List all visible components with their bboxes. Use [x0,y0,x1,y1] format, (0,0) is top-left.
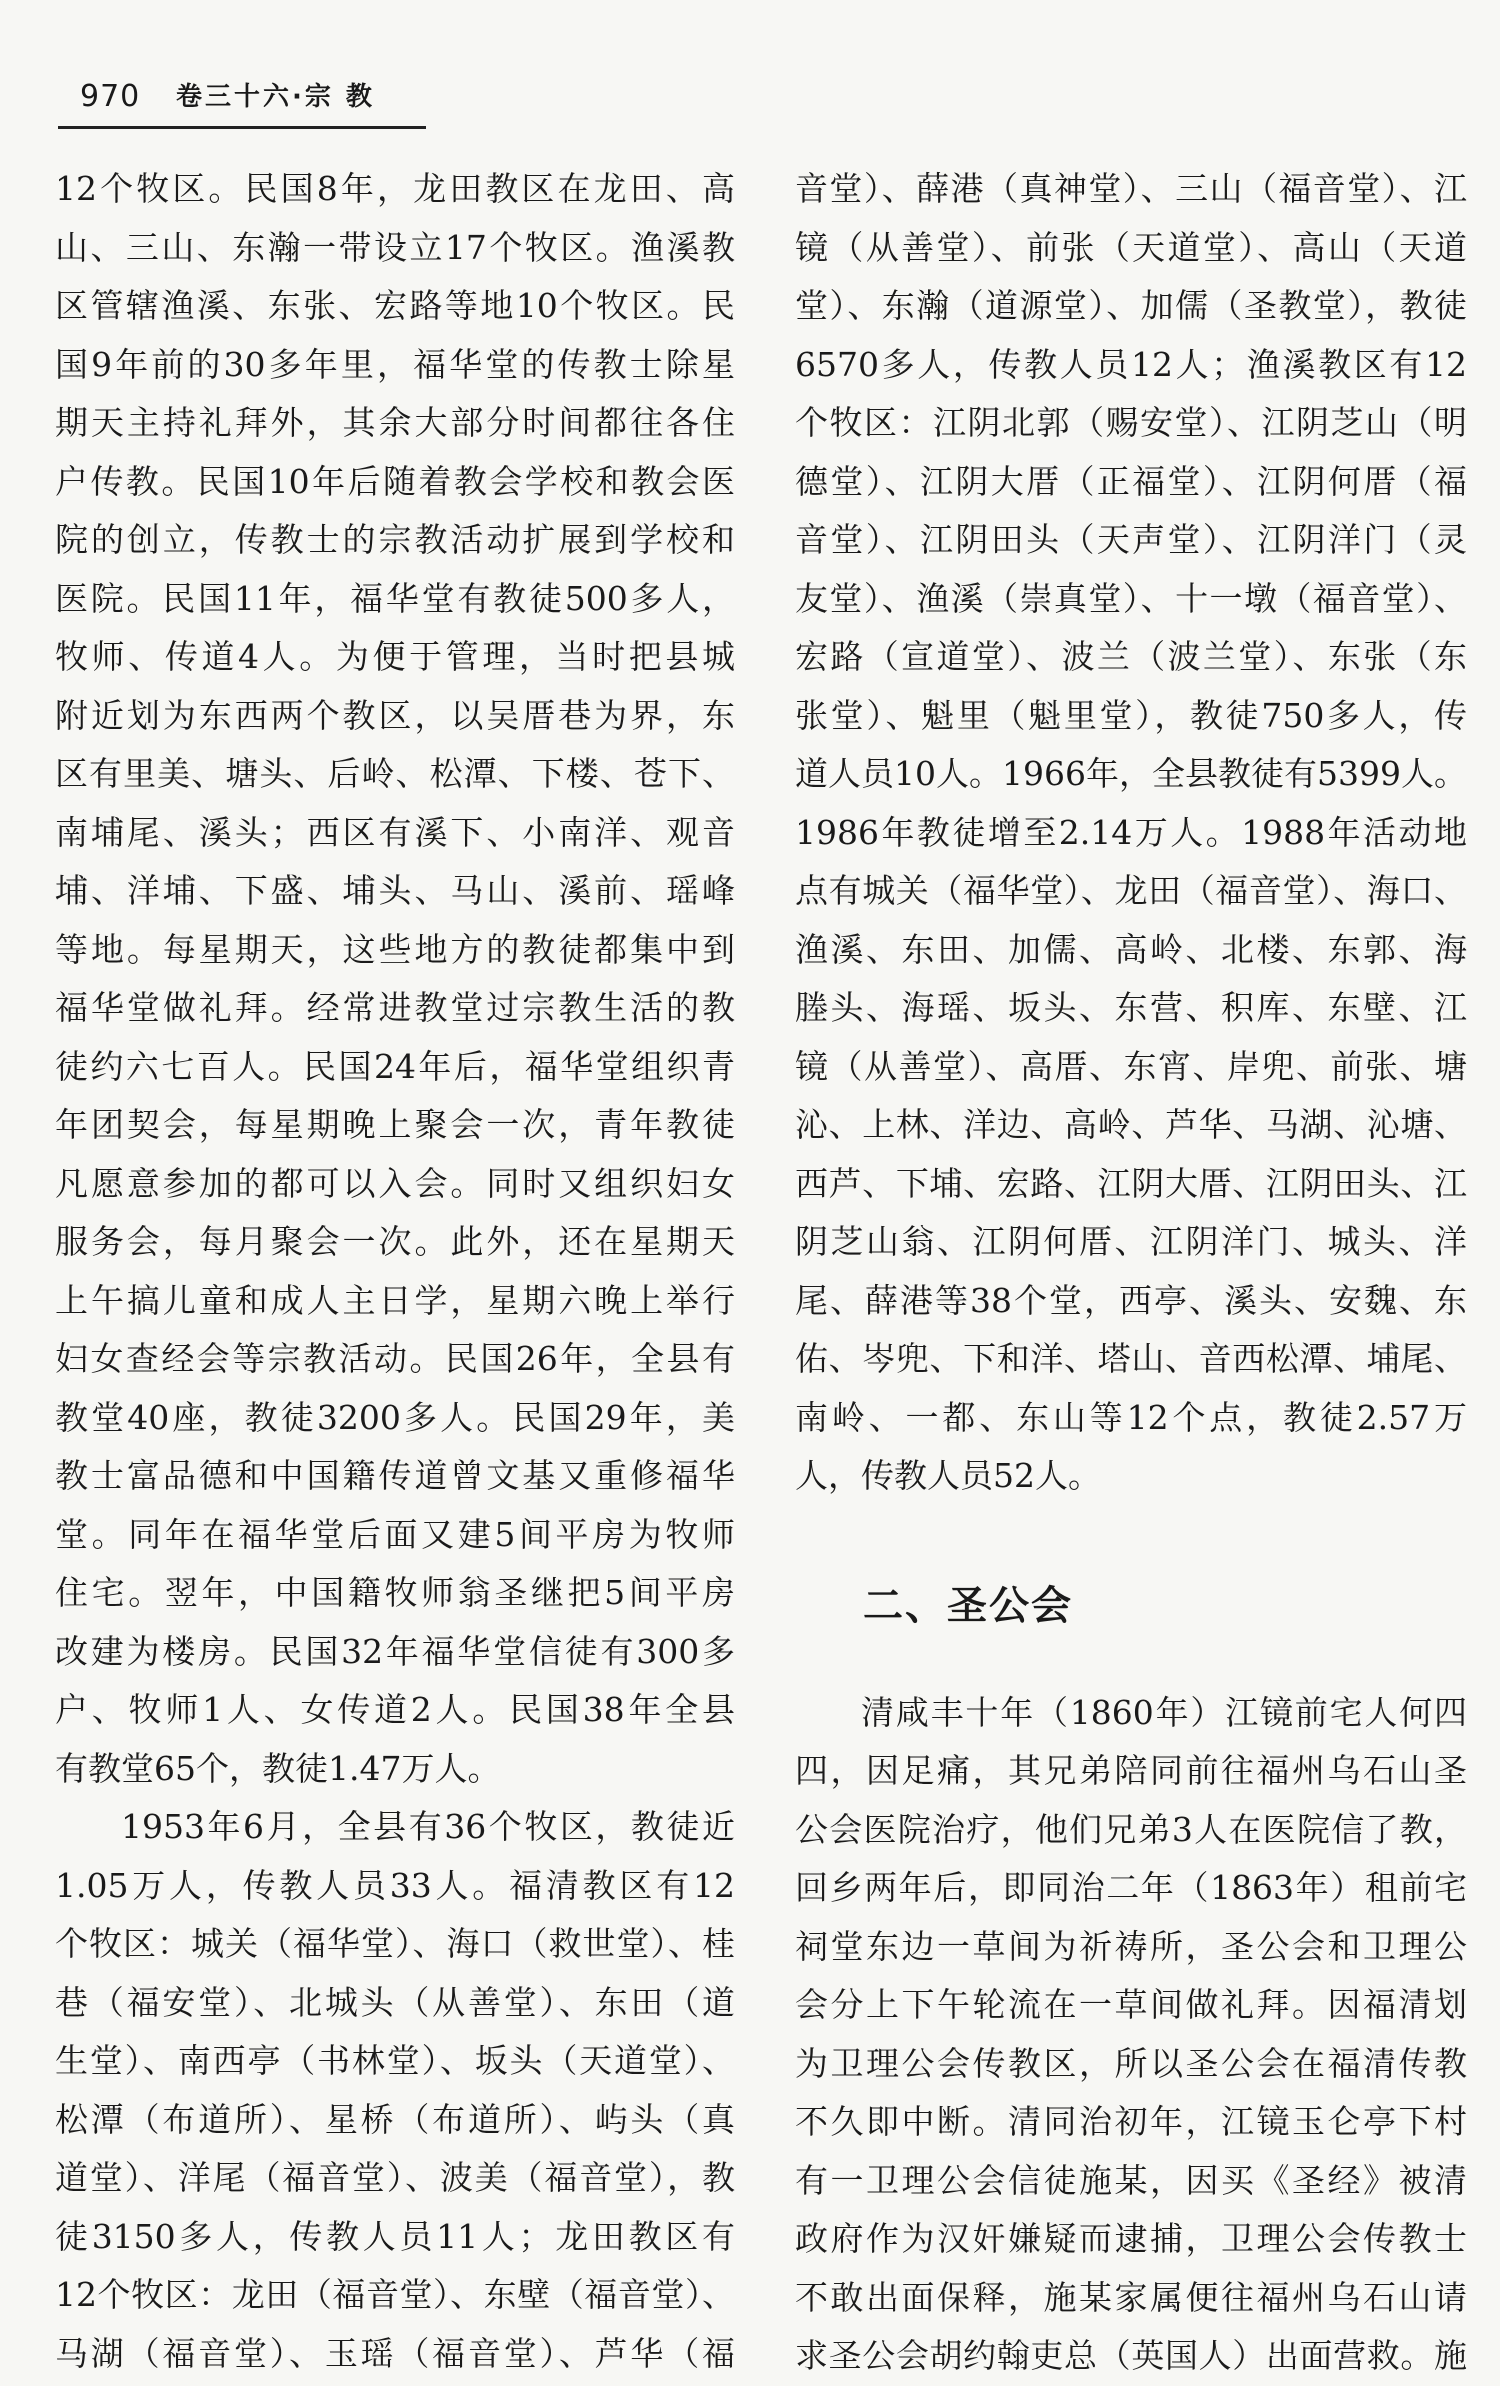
text-line: 会分上下午轮流在一草间做礼拜。因福清划 [795,1985,1467,2024]
text-line: 渔溪、东田、加儒、高岭、北楼、东郭、海 [795,929,1467,969]
text-line: 德堂）、江阴大厝（正福堂）、江阴何厝（福 [795,461,1467,501]
text-line: 6570多人，传教人员12人；渔溪教区有12 [795,344,1467,384]
text-line: 回乡两年后，即同治二年（1863年）租前宅 [795,1868,1467,1907]
page-header [58,80,426,129]
text-line: 宏路（宣道堂）、波兰（波兰堂）、东张（东 [795,637,1467,676]
text-line: 生堂）、南西亭（书林堂）、坂头（天道堂）、 [55,2041,735,2080]
heading-spacer [795,1646,1467,1684]
text-line: 区管辖渔溪、东张、宏路等地10个牧区。民 [55,286,735,325]
text-line: 医院。民国11年，福华堂有教徒500多人， [55,578,735,618]
text-line: 堂）、东瀚（道源堂）、加儒（圣教堂），教徒 [795,286,1467,325]
text-line: 上午搞儿童和成人主日学，星期六晚上举行 [55,1280,735,1320]
text-line: 国9年前的30多年里，福华堂的传教士除星 [55,344,735,384]
text-line: 不久即中断。清同治初年，江镜玉仑亭下村 [795,2102,1467,2141]
text-line: 不敢出面保释，施某家属便往福州乌石山请 [795,2277,1467,2317]
text-line: 改建为楼房。民国32年福华堂信徒有300多 [55,1631,735,1671]
text-line: 牧师、传道4人。为便于管理，当时把县城 [55,637,735,676]
text-line: 松潭（布道所）、星桥（布道所）、屿头（真 [55,2099,735,2139]
text-line: 期天主持礼拜外，其余大部分时间都往各住 [55,403,735,442]
text-line: 12个牧区：龙田（福音堂）、东壁（福音堂）、 [55,2275,735,2314]
text-line: 12个牧区。民国8年，龙田教区在龙田、高 [55,169,735,208]
text-line: 人，传教人员52人。 [795,1456,1101,1495]
text-line: 西芦、下埔、宏路、江阴大厝、江阴田头、江 [795,1163,1467,1203]
text-line: 政府作为汉奸嫌疑而逮捕，卫理公会传教士 [795,2219,1467,2258]
text-line: 有教堂65个，教徒1.47万人。 [55,1748,501,1788]
text-line: 个牧区：江阴北郭（赐安堂）、江阴芝山（明 [795,403,1467,442]
page-number: 970 [80,79,141,114]
text-line: 为卫理公会传教区，所以圣公会在福清传教 [795,2043,1467,2083]
text-line: 友堂）、渔溪（崇真堂）、十一墩（福音堂）、 [795,578,1467,618]
text-line: 年团契会，每星期晚上聚会一次，青年教徒 [55,1105,735,1144]
text-line: 镜（从善堂）、高厝、东宵、岸兜、前张、塘 [795,1046,1467,1086]
text-line: 点有城关（福华堂）、龙田（福音堂）、海口、 [795,871,1467,910]
text-line: 音堂）、薛港（真神堂）、三山（福音堂）、江 [795,169,1467,208]
text-line: 道堂）、洋尾（福音堂）、波美（福音堂），教 [55,2158,735,2197]
text-line: 1953年6月，全县有36个牧区，教徒近 [121,1807,735,1846]
right-column-top-text [795,160,1467,1506]
text-line: 户、牧师1人、女传道2人。民国38年全县 [55,1690,735,1729]
text-line: 徒3150多人，传教人员11人；龙田教区有 [55,2216,735,2256]
text-line: 佑、岑兜、下和洋、塔山、音西松潭、埔尾、 [795,1339,1467,1378]
text-line: 1.05万人，传教人员33人。福清教区有12 [55,1865,735,1905]
text-line: 塍头、海瑶、坂头、东营、积库、东壁、江 [795,988,1467,1027]
text-line: 1986年教徒增至2.14万人。1988年活动地 [795,812,1467,852]
text-line: 南埔尾、溪头；西区有溪下、小南洋、观音 [55,812,735,852]
text-line: 张堂）、魁里（魁里堂），教徒750多人，传 [795,695,1467,735]
text-line: 山、三山、东瀚一带设立17个牧区。渔溪教 [55,227,735,267]
text-line: 阴芝山翁、江阴何厝、江阴洋门、城头、洋 [795,1222,1467,1261]
text-line: 公会医院治疗，他们兄弟3人在医院信了教， [795,1809,1467,1849]
text-line: 徒约六七百人。民国24年后，福华堂组织青 [55,1046,735,1086]
text-line: 院的创立，传教士的宗教活动扩展到学校和 [55,520,735,559]
text-line: 凡愿意参加的都可以入会。同时又组织妇女 [55,1163,735,1203]
text-line: 音堂）、江阴田头（天声堂）、江阴洋门（灵 [795,520,1467,559]
section-spacer [795,1506,1467,1566]
chapter-title: 卷三十六·宗 教 [176,82,375,112]
text-line: 尾、薛港等38个堂，西亭、溪头、安魏、东 [795,1280,1467,1320]
text-line: 个牧区：城关（福华堂）、海口（救世堂）、桂 [55,1924,735,1963]
text-line: 堂。同年在福华堂后面又建5间平房为牧师 [55,1514,735,1554]
text-line: 道人员10人。1966年，全县教徒有5399人。 [795,754,1467,793]
left-column [55,160,735,2383]
text-line: 巷（福安堂）、北城头（从善堂）、东田（道 [55,1982,735,2022]
text-line: 镜（从善堂）、前张（天道堂）、高山（天道 [795,227,1467,267]
text-line: 教士富品德和中国籍传道曾文基又重修福华 [55,1456,735,1495]
text-line: 等地。每星期天，这些地方的教徒都集中到 [55,929,735,969]
text-line: 沁、上林、洋边、高岭、芦华、马湖、沁塘、 [795,1105,1467,1144]
text-line: 福华堂做礼拜。经常进教堂过宗教生活的教 [55,988,735,1027]
text-line: 妇女查经会等宗教活动。民国26年，全县有 [55,1339,735,1378]
text-line: 祠堂东边一草间为祈祷所，圣公会和卫理公 [795,1926,1467,1966]
text-line: 南岭、一都、东山等12个点，教徒2.57万 [795,1397,1467,1437]
text-line: 清咸丰十年（1860年）江镜前宅人何四 [861,1692,1467,1732]
section-heading: 二、圣公会 [863,1582,1073,1629]
text-line: 有一卫理公会信徒施某，因买《圣经》被清 [795,2160,1467,2200]
text-line: 埔、洋埔、下盛、埔头、马山、溪前、瑶峰 [55,871,735,910]
right-column-bottom-text [795,1684,1467,2386]
text-line: 马湖（福音堂）、玉瑶（福音堂）、芦华（福 [55,2333,735,2373]
text-line: 求圣公会胡约翰吏总（英国人）出面营救。施 [795,2336,1467,2375]
text-line: 户传教。民国10年后随着教会学校和教会医 [55,461,735,501]
text-line: 区有里美、塘头、后岭、松潭、下楼、苍下、 [55,754,735,793]
text-line: 附近划为东西两个教区，以吴厝巷为界，东 [55,695,735,735]
right-column [795,160,1467,2386]
text-line: 住宅。翌年，中国籍牧师翁圣继把5间平房 [55,1573,735,1612]
text-line: 教堂40座，教徒3200多人。民国29年，美 [55,1397,735,1437]
text-line: 服务会，每月聚会一次。此外，还在星期天 [55,1222,735,1261]
text-line: 四，因足痛，其兄弟陪同前往福州乌石山圣 [795,1751,1467,1790]
